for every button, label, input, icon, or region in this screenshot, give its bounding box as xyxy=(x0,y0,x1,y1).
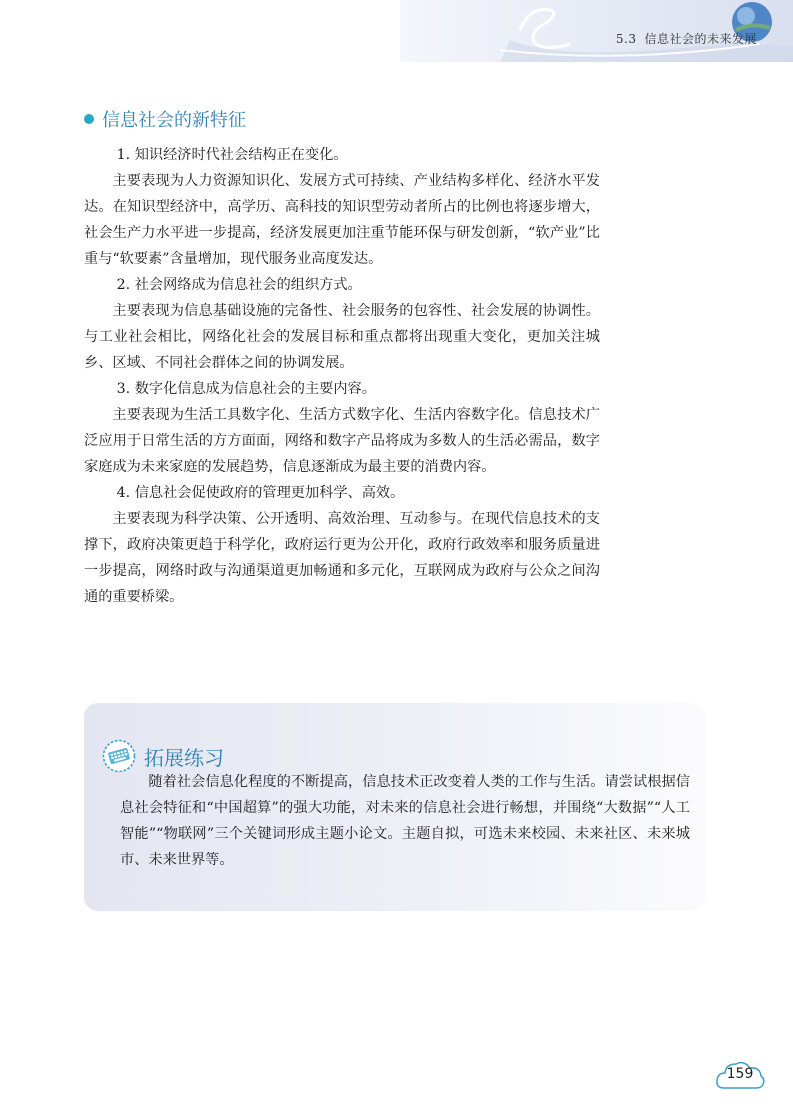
paragraph: 主要表现为信息基础设施的完备性、社会服务的包容性、社会发展的协调性。与工业社会相比，网络化社会的发展目标和重点都将出现重大变化，更加关注城乡、区域、不同社会群体之间的协调发展。 xyxy=(84,303,600,371)
header-section-title: 信息社会的未来发展 xyxy=(644,32,757,46)
keyboard-icon xyxy=(102,739,136,773)
practice-title: 拓展练习 xyxy=(144,745,224,770)
practice-text xyxy=(120,769,690,873)
list-item-heading: 4. 信息社会促使政府的管理更加科学、高效。 xyxy=(116,485,405,501)
practice-paragraph: 随着社会信息化程度的不断提高，信息技术正改变着人类的工作与生活。请尝试根据信息社会特征和“中国超算”的强大功能，对未来的信息社会进行畅想，并围绕“大数据”“人工智能”“物联网”三个关键词形成主题小论文。主题自拟，可选未来校园、未来社区、未来城市、未来世界等。 xyxy=(120,774,690,868)
running-header xyxy=(616,30,757,47)
list-item-heading: 3. 数字化信息成为信息社会的主要内容。 xyxy=(116,381,376,397)
paragraph: 主要表现为人力资源知识化、发展方式可持续、产业结构多样化、经济水平发达。在知识型经济中，高学历、高科技的知识型劳动者所占的比例也将逐步增大，社会生产力水平进一步提高，经济发展更加注重节能环保与研发创新，“软产业”比重与“软要素”含量增加，现代服务业高度发达。 xyxy=(84,173,600,267)
header-section-number: 5.3 xyxy=(615,32,637,46)
section-title: 信息社会的新特征 xyxy=(102,110,246,131)
practice-heading xyxy=(102,739,224,773)
body-text xyxy=(84,142,600,610)
list-item-heading: 2. 社会网络成为信息社会的组织方式。 xyxy=(116,277,362,293)
list-item-heading: 1. 知识经济时代社会结构正在变化。 xyxy=(116,147,348,163)
paragraph: 主要表现为科学决策、公开透明、高效治理、互动参与。在现代信息技术的支撑下，政府决策更趋于科学化，政府运行更为公开化，政府行政效率和服务质量进一步提高，网络时政与沟通渠道更加畅通和多元化，互联网成为政府与公众之间沟通的重要桥梁。 xyxy=(84,511,600,605)
page-number-text: 159 xyxy=(726,1066,754,1082)
bullet-icon xyxy=(84,114,94,124)
paragraph: 主要表现为生活工具数字化、生活方式数字化、生活内容数字化。信息技术广泛应用于日常生活的方方面面，网络和数字产品将成为多数人的生活必需品，数字家庭成为未来家庭的发展趋势，信息逐渐成为最主要的消费内容。 xyxy=(84,407,600,475)
practice-box xyxy=(84,703,706,911)
section-heading xyxy=(84,106,246,132)
page-number xyxy=(714,1056,766,1092)
